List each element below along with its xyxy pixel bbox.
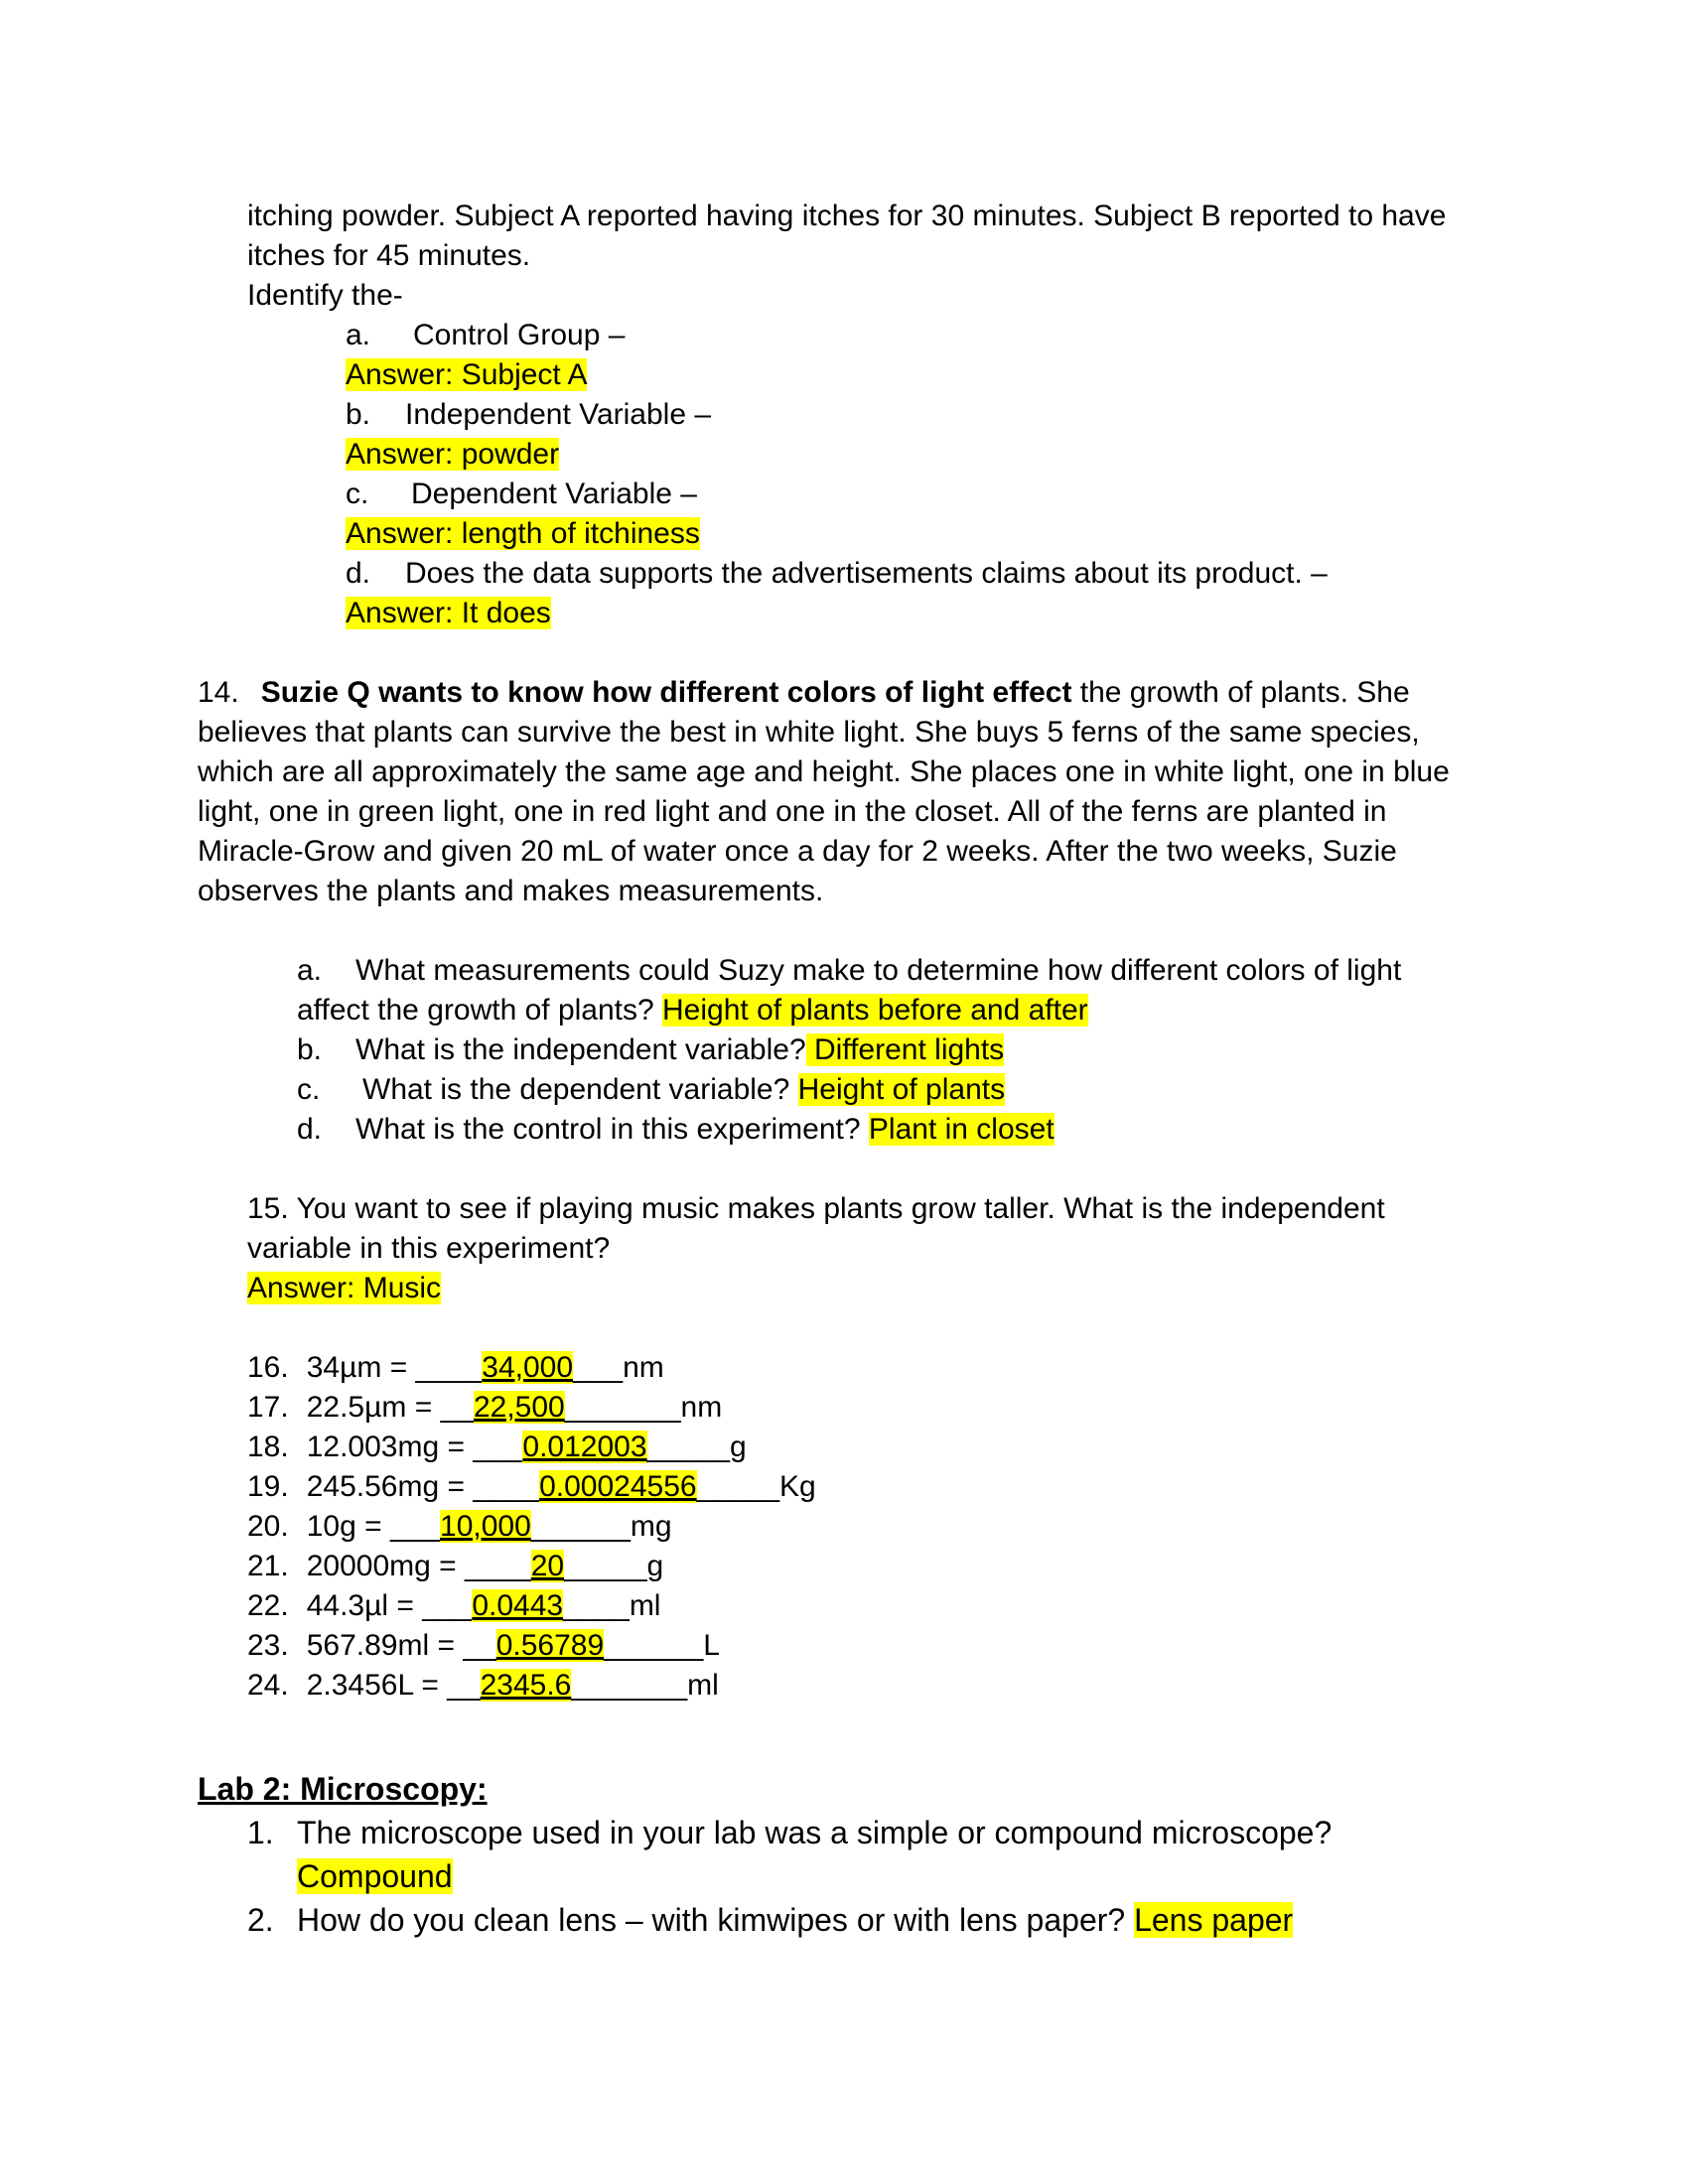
- q15-line-2: variable in this experiment?: [247, 1232, 611, 1265]
- conversion-question: 44.3µl = ___: [306, 1589, 473, 1622]
- conversion-number: 16.: [247, 1351, 289, 1384]
- lab2-q1-text: The microscope used in your lab was a simple or compound microscope?: [297, 1815, 1333, 1850]
- conversion-item-17: [247, 1388, 722, 1428]
- conversion-unit: ______L: [604, 1629, 720, 1662]
- q14-line-3: which are all approximately the same age and height. She places one in white light, one in blue: [198, 755, 1450, 788]
- conversion-question: 12.003mg = ___: [306, 1431, 523, 1463]
- conversion-number: 19.: [247, 1470, 289, 1503]
- q14-b-letter: b.: [297, 1033, 323, 1066]
- q14-a-text-1: What measurements could Suzy make to determine how different colors of light: [355, 954, 1402, 987]
- lab2-q2-answer: Lens paper: [1134, 1902, 1294, 1938]
- q13-intro-line-2: itches for 45 minutes.: [247, 239, 531, 272]
- conversion-question: 22.5µm = __: [306, 1391, 474, 1424]
- q13-c-answer: Answer: length of itchiness: [346, 517, 700, 550]
- q13-identify: Identify the-: [247, 279, 403, 312]
- conversion-unit: _____g: [646, 1431, 747, 1463]
- conversion-number: 22.: [247, 1589, 289, 1622]
- conversion-number: 23.: [247, 1629, 289, 1662]
- q15-answer: Answer: Music: [247, 1272, 442, 1304]
- q14-line-6: observes the plants and makes measurements.: [198, 875, 824, 907]
- q13-intro-line-1: itching powder. Subject A reported having itches for 30 minutes. Subject B reported to have: [247, 200, 1447, 232]
- lab2-q2-number: 2.: [247, 1902, 274, 1938]
- conversion-question: 20000mg = ____: [306, 1550, 531, 1582]
- q14-line-5: Miracle-Grow and given 20 mL of water once a day for 2 weeks. After the two weeks, Suzie: [198, 835, 1397, 868]
- conversion-number: 18.: [247, 1431, 289, 1463]
- conversion-number: 21.: [247, 1550, 289, 1582]
- q13-a-letter: a.: [346, 319, 371, 351]
- q14-line-1-rest: the growth of plants. She: [1071, 676, 1410, 709]
- conversion-question: 2.3456L = __: [306, 1669, 481, 1702]
- conversion-unit: _______ml: [571, 1669, 719, 1702]
- conversion-number: 17.: [247, 1391, 289, 1424]
- conversion-item-21: [247, 1547, 663, 1586]
- conversion-number: 24.: [247, 1669, 289, 1702]
- q13-a-answer: Answer: Subject A: [346, 358, 588, 391]
- q14-c-letter: c.: [297, 1073, 321, 1106]
- conversion-item-20: [247, 1507, 672, 1547]
- q14-number: 14.: [198, 676, 239, 709]
- q13-c-letter: c.: [346, 478, 369, 510]
- q13-d-letter: d.: [346, 557, 371, 590]
- q13-d-answer: Answer: It does: [346, 597, 551, 629]
- conversion-unit: _______nm: [564, 1391, 723, 1424]
- q14-c-text: What is the dependent variable?: [362, 1073, 798, 1106]
- q14-d-answer: Plant in closet: [868, 1113, 1055, 1146]
- conversion-answer: 34,000: [482, 1351, 574, 1384]
- conversion-answer: 0.0443: [472, 1589, 564, 1622]
- q14-d-letter: d.: [297, 1113, 323, 1146]
- conversion-item-23: [247, 1626, 720, 1666]
- conversion-item-24: [247, 1666, 719, 1706]
- conversion-answer: 0.00024556: [539, 1470, 697, 1503]
- conversion-item-19: [247, 1467, 816, 1507]
- q14-a-text-2: affect the growth of plants?: [297, 994, 663, 1026]
- q13-a-text: Control Group –: [413, 319, 626, 351]
- q13-c-text: Dependent Variable –: [411, 478, 697, 510]
- q14-a-letter: a.: [297, 954, 323, 987]
- q14-bold-prompt: Suzie Q wants to know how different colors of light effect: [260, 676, 1072, 709]
- q14-b-text: What is the independent variable?: [355, 1033, 806, 1066]
- q13-b-text: Independent Variable –: [405, 398, 712, 431]
- conversion-item-22: [247, 1586, 660, 1626]
- conversion-question: 245.56mg = ____: [306, 1470, 540, 1503]
- lab2-q1-number: 1.: [247, 1815, 274, 1850]
- q13-d-text: Does the data supports the advertisements claims about its product. –: [405, 557, 1328, 590]
- q14-d-text: What is the control in this experiment?: [355, 1113, 869, 1146]
- conversion-item-16: [247, 1348, 664, 1388]
- conversion-question: 34µm = ____: [306, 1351, 483, 1384]
- q14-line-4: light, one in green light, one in red light and one in the closet. All of the ferns are planted in: [198, 795, 1387, 828]
- q13-b-letter: b.: [346, 398, 371, 431]
- q15-line-1: 15. You want to see if playing music makes plants grow taller. What is the independent: [247, 1192, 1385, 1225]
- conversion-unit: ___nm: [573, 1351, 664, 1384]
- conversion-unit: _____g: [564, 1550, 664, 1582]
- q13-b-answer: Answer: powder: [346, 438, 560, 471]
- conversion-answer: 20: [530, 1550, 565, 1582]
- lab2-q1-answer: Compound: [297, 1858, 453, 1894]
- lab2-heading: Lab 2: Microscopy:: [198, 1771, 488, 1807]
- conversion-answer: 0.56789: [495, 1629, 605, 1662]
- q14-a-answer: Height of plants before and after: [662, 994, 1088, 1026]
- conversion-answer: 0.012003: [522, 1431, 647, 1463]
- q14-line-1: [198, 673, 1410, 713]
- conversion-item-18: [247, 1428, 747, 1467]
- q14-c-answer: Height of plants: [797, 1073, 1006, 1106]
- conversion-answer: 2345.6: [480, 1669, 572, 1702]
- q14-line-2: believes that plants can survive the best in white light. She buys 5 ferns of the same species,: [198, 716, 1420, 749]
- conversion-answer: 22,500: [473, 1391, 565, 1424]
- lab2-q2-text: How do you clean lens – with kimwipes or with lens paper?: [297, 1902, 1135, 1938]
- conversion-unit: _____Kg: [696, 1470, 816, 1503]
- conversion-question: 10g = ___: [306, 1510, 441, 1543]
- conversion-unit: ______mg: [530, 1510, 672, 1543]
- conversion-question: 567.89ml = __: [306, 1629, 496, 1662]
- conversion-unit: ____ml: [563, 1589, 661, 1622]
- conversion-number: 20.: [247, 1510, 289, 1543]
- conversion-answer: 10,000: [440, 1510, 531, 1543]
- q14-b-answer: Different lights: [805, 1033, 1005, 1066]
